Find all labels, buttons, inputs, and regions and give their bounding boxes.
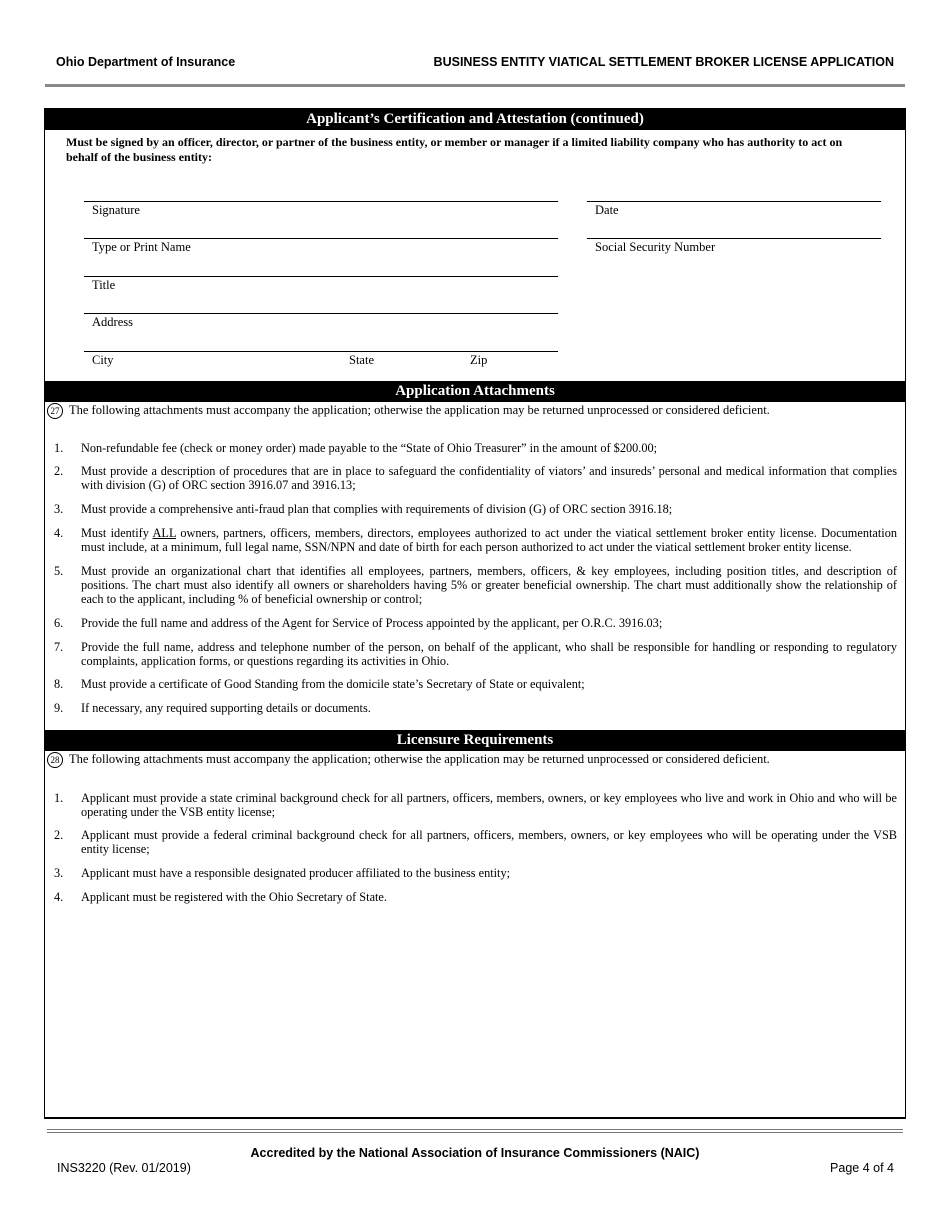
- footer-divider: [47, 1129, 903, 1133]
- print-name-field[interactable]: [84, 238, 558, 239]
- item-text: Must provide an organizational chart that identifies all employees, partners, members, officers, & key employees, including position titles, and description of positions. The chart must also identify all owners or shareholders having 5% or greater beneficial ownership. The chart must additionally show the relationship of each to the applicant, including % of beneficial ownership or control;: [81, 564, 897, 606]
- item-text: Must provide a comprehensive anti-fraud plan that complies with requirements of division (G) of ORC section 3916.18;: [81, 502, 673, 516]
- signature-field[interactable]: [84, 201, 558, 202]
- print-name-label: Type or Print Name: [92, 240, 191, 254]
- attachments-section-title: Application Attachments: [45, 381, 905, 402]
- item-text: Applicant must provide a state criminal background check for all partners, officers, members, owners, or key employees who live and work in Ohio and who will be operating under the VSB entity license;: [81, 791, 897, 819]
- item-number: 8.: [54, 677, 64, 691]
- item-number: 3.: [54, 502, 64, 516]
- ssn-field[interactable]: [587, 238, 881, 239]
- agency-name: Ohio Department of Insurance: [56, 55, 236, 69]
- list-item: [45, 526, 897, 554]
- city-state-zip-field[interactable]: [84, 351, 558, 352]
- list-item: [45, 502, 897, 516]
- address-field[interactable]: [84, 313, 558, 314]
- item-number: 2.: [54, 828, 64, 842]
- item-text: Applicant must be registered with the Ohio Secretary of State.: [81, 890, 387, 904]
- item-number: 6.: [54, 616, 64, 630]
- licensure-lead-text: The following attachments must accompany the application; otherwise the application may be returned unprocessed or considered deficient.: [69, 752, 770, 766]
- signature-label: Signature: [92, 203, 140, 217]
- item-number: 2.: [54, 464, 64, 478]
- list-item: [45, 828, 897, 856]
- item-number: 5.: [54, 564, 64, 578]
- date-label: Date: [595, 203, 619, 217]
- certification-section-title: Applicant’s Certification and Attestation (continued): [45, 109, 905, 130]
- item-number: 7.: [54, 640, 64, 654]
- list-item: [45, 441, 897, 455]
- list-item: [45, 464, 897, 492]
- list-item: [45, 640, 897, 668]
- item-text: Non-refundable fee (check or money order) made payable to the “State of Ohio Treasurer” in the amount of $200.00;: [81, 441, 658, 455]
- item-text: Applicant must provide a federal criminal background check for all partners, officers, members, owners, or key employees who will be operating under the VSB entity license;: [81, 828, 897, 856]
- item-text: Must provide a certificate of Good Standing from the domicile state’s Secretary of State or equivalent;: [81, 677, 585, 691]
- item-text-emphasis: ALL: [152, 526, 176, 540]
- title-field[interactable]: [84, 276, 558, 277]
- item-text: Applicant must have a responsible designated producer affiliated to the business entity;: [81, 866, 511, 880]
- list-item: [45, 677, 897, 691]
- page-number: Page 4 of 4: [830, 1161, 894, 1175]
- header-divider: [45, 84, 905, 87]
- list-item: [45, 890, 897, 904]
- item-text: If necessary, any required supporting details or documents.: [81, 701, 371, 715]
- state-label: State: [349, 353, 374, 367]
- form-number: INS3220 (Rev. 01/2019): [57, 1161, 191, 1175]
- date-field[interactable]: [587, 201, 881, 202]
- form-title: BUSINESS ENTITY VIATICAL SETTLEMENT BROKER LICENSE APPLICATION: [433, 55, 894, 69]
- city-label: City: [92, 353, 114, 367]
- item-number: 1.: [54, 791, 64, 805]
- form-frame: [44, 108, 906, 1119]
- accreditation-note: Accredited by the National Association of Insurance Commissioners (NAIC): [250, 1146, 700, 1160]
- licensure-section-title: Licensure Requirements: [45, 730, 905, 751]
- list-item: [45, 701, 897, 715]
- zip-label: Zip: [470, 353, 488, 367]
- list-item: [45, 616, 897, 630]
- title-label: Title: [92, 278, 116, 292]
- list-item: [45, 564, 897, 606]
- list-item: [45, 866, 897, 880]
- item-text: Provide the full name and address of the Agent for Service of Process appointed by the applicant, per O.R.C. 3916.03;: [81, 616, 663, 630]
- item-number: 4.: [54, 526, 64, 540]
- item-text: [81, 526, 897, 554]
- ssn-label: Social Security Number: [595, 240, 716, 254]
- address-label: Address: [92, 315, 133, 329]
- item-text-pre: Must identify: [81, 526, 153, 540]
- licensure-number-badge: 28: [47, 752, 63, 768]
- item-text-post: owners, partners, officers, members, directors, employees authorized to act under the viatical settlement broker entity license. Documentation must include, at a minimum, full legal name, SSN/NPN and date of birth for each person authorized to act under the viatical settlement broker entity license.: [81, 526, 897, 554]
- attachments-number-badge: 27: [47, 403, 63, 419]
- attachments-lead-text: The following attachments must accompany the application; otherwise the application may be returned unprocessed or considered deficient.: [69, 403, 770, 417]
- item-number: 9.: [54, 701, 64, 715]
- list-item: [45, 791, 897, 819]
- item-text: Provide the full name, address and telephone number of the person, on behalf of the applicant, who shall be responsible for handling or responding to regulatory complaints, application forms, or questions regarding its activities in Ohio.: [81, 640, 897, 668]
- item-number: 4.: [54, 890, 64, 904]
- item-number: 3.: [54, 866, 64, 880]
- certification-intro: Must be signed by an officer, director, or partner of the business entity, or member or manager if a limited liability company who has authority to act on behalf of the business entity:: [66, 135, 843, 164]
- item-number: 1.: [54, 441, 64, 455]
- item-text: Must provide a description of procedures that are in place to safeguard the confidentiality of viators’ and insureds’ personal and medical information that complies with division (G) of ORC section 3916.07 and 3916.13;: [81, 464, 897, 492]
